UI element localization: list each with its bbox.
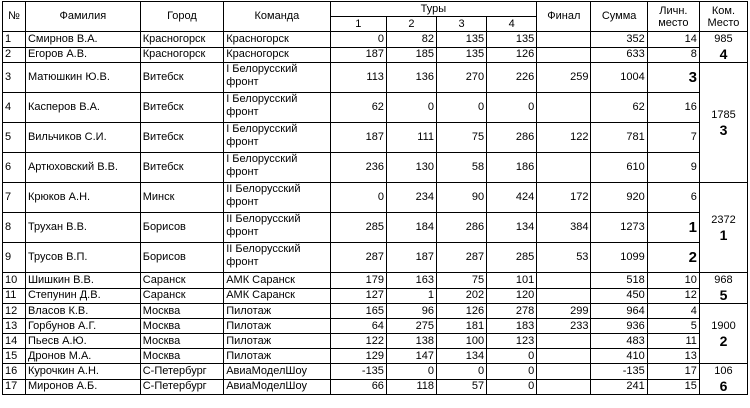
- table-row: [3, 183, 748, 213]
- team-place: 5: [719, 287, 728, 303]
- cell-round-3: 135: [437, 32, 487, 48]
- cell-round-1: 179: [330, 273, 386, 289]
- cell-sum: 241: [591, 379, 647, 395]
- cell-final: 384: [537, 213, 591, 243]
- cell-round-3: 181: [437, 319, 487, 334]
- cell-round-1: 187: [330, 123, 386, 153]
- cell-team: АвиаМоделШоу: [224, 379, 330, 395]
- cell-round-4: 278: [487, 304, 537, 319]
- cell-place: 7: [647, 123, 699, 153]
- cell-round-1: 287: [330, 243, 386, 273]
- cell-name: Власов К.В.: [25, 304, 140, 319]
- cell-city: Красногорск: [140, 47, 223, 63]
- cell-no: 8: [3, 213, 26, 243]
- cell-final: 259: [537, 63, 591, 93]
- cell-team: АвиаМоделШоу: [224, 364, 330, 380]
- cell-round-1: 66: [330, 379, 386, 395]
- cell-name: Смирнов В.А.: [25, 32, 140, 48]
- header-round-4: 4: [487, 17, 537, 32]
- cell-sum: 964: [591, 304, 647, 319]
- cell-round-4: 135: [487, 32, 537, 48]
- cell-team: II Белорусский фронт: [224, 213, 330, 243]
- cell-round-3: 0: [437, 364, 487, 380]
- cell-team: I Белорусский фронт: [224, 63, 330, 93]
- team-score: 968: [714, 274, 733, 286]
- header-team: Команда: [224, 2, 330, 32]
- cell-round-4: 285: [487, 243, 537, 273]
- cell-round-2: 1: [386, 288, 436, 304]
- header-personal-place: Личн. место: [647, 2, 699, 32]
- header-surname: Фамилия: [25, 2, 140, 32]
- cell-final: 299: [537, 304, 591, 319]
- cell-name: Трусов В.П.: [25, 243, 140, 273]
- cell-round-2: 118: [386, 379, 436, 395]
- header-round-3: 3: [437, 17, 487, 32]
- cell-name: Пьесв А.Ю.: [25, 334, 140, 349]
- cell-city: Саранск: [140, 288, 223, 304]
- cell-sum: 518: [591, 273, 647, 289]
- cell-round-1: 0: [330, 32, 386, 48]
- cell-round-2: 275: [386, 319, 436, 334]
- cell-final: 233: [537, 319, 591, 334]
- cell-round-2: 96: [386, 304, 436, 319]
- cell-round-2: 82: [386, 32, 436, 48]
- cell-round-1: 187: [330, 47, 386, 63]
- cell-city: Москва: [140, 334, 223, 349]
- cell-name: Матюшкин Ю.В.: [25, 63, 140, 93]
- cell-no: 14: [3, 334, 26, 349]
- cell-round-3: 100: [437, 334, 487, 349]
- cell-name: Дронов М.А.: [25, 349, 140, 364]
- cell-no: 11: [3, 288, 26, 304]
- team-place-cell: [699, 304, 747, 364]
- cell-round-3: 126: [437, 304, 487, 319]
- cell-round-1: 165: [330, 304, 386, 319]
- cell-final: [537, 47, 591, 63]
- cell-no: 12: [3, 304, 26, 319]
- cell-round-2: 185: [386, 47, 436, 63]
- cell-round-3: 287: [437, 243, 487, 273]
- team-place-cell: [699, 32, 747, 63]
- cell-round-1: 236: [330, 153, 386, 183]
- cell-team: I Белорусский фронт: [224, 153, 330, 183]
- cell-sum: 62: [591, 93, 647, 123]
- cell-final: [537, 364, 591, 380]
- team-place-cell: [699, 273, 747, 304]
- cell-city: Витебск: [140, 93, 223, 123]
- cell-no: 2: [3, 47, 26, 63]
- table-row: [3, 47, 748, 63]
- cell-place: 13: [647, 349, 699, 364]
- cell-round-4: 123: [487, 334, 537, 349]
- cell-round-1: 64: [330, 319, 386, 334]
- cell-sum: 352: [591, 32, 647, 48]
- cell-round-3: 286: [437, 213, 487, 243]
- cell-name: Артюховский В.В.: [25, 153, 140, 183]
- cell-sum: 1273: [591, 213, 647, 243]
- team-place-cell: [699, 183, 747, 273]
- cell-round-4: 424: [487, 183, 537, 213]
- cell-place: 10: [647, 273, 699, 289]
- cell-final: [537, 32, 591, 48]
- cell-final: [537, 273, 591, 289]
- cell-round-4: 120: [487, 288, 537, 304]
- cell-name: Степунин Д.В.: [25, 288, 140, 304]
- cell-round-4: 134: [487, 213, 537, 243]
- cell-place: 4: [647, 304, 699, 319]
- table-row: [3, 32, 748, 48]
- cell-sum: -135: [591, 364, 647, 380]
- team-place: 3: [719, 121, 728, 138]
- cell-city: Борисов: [140, 243, 223, 273]
- cell-final: 53: [537, 243, 591, 273]
- cell-round-4: 226: [487, 63, 537, 93]
- cell-city: С-Петербург: [140, 379, 223, 395]
- cell-place: 16: [647, 93, 699, 123]
- cell-round-4: 126: [487, 47, 537, 63]
- cell-round-2: 234: [386, 183, 436, 213]
- table-row: [3, 243, 748, 273]
- team-score: 985: [714, 33, 733, 45]
- cell-team: Пилотаж: [224, 349, 330, 364]
- cell-no: 3: [3, 63, 26, 93]
- table-row: [3, 153, 748, 183]
- cell-final: [537, 93, 591, 123]
- cell-team: Красногорск: [224, 47, 330, 63]
- table-row: [3, 319, 748, 334]
- table-row: [3, 213, 748, 243]
- cell-round-2: 0: [386, 93, 436, 123]
- cell-sum: 410: [591, 349, 647, 364]
- cell-city: Москва: [140, 349, 223, 364]
- cell-no: 6: [3, 153, 26, 183]
- table-row: [3, 379, 748, 395]
- cell-city: Саранск: [140, 273, 223, 289]
- cell-sum: 483: [591, 334, 647, 349]
- cell-city: Борисов: [140, 213, 223, 243]
- cell-round-1: -135: [330, 364, 386, 380]
- cell-team: I Белорусский фронт: [224, 123, 330, 153]
- cell-round-2: 147: [386, 349, 436, 364]
- cell-final: 122: [537, 123, 591, 153]
- cell-city: Витебск: [140, 63, 223, 93]
- table-row: [3, 364, 748, 380]
- team-score: 1785: [711, 108, 736, 121]
- cell-no: 4: [3, 93, 26, 123]
- cell-round-2: 111: [386, 123, 436, 153]
- team-score: 1900: [711, 319, 736, 332]
- team-place: 6: [719, 378, 728, 394]
- cell-place: 11: [647, 334, 699, 349]
- team-place: 1: [719, 226, 728, 243]
- cell-round-2: 184: [386, 213, 436, 243]
- cell-round-3: 75: [437, 273, 487, 289]
- cell-round-1: 122: [330, 334, 386, 349]
- cell-name: Касперов В.А.: [25, 93, 140, 123]
- cell-place: 8: [647, 47, 699, 63]
- cell-no: 5: [3, 123, 26, 153]
- header-city: Город: [140, 2, 223, 32]
- cell-no: 17: [3, 379, 26, 395]
- cell-sum: 450: [591, 288, 647, 304]
- cell-round-2: 0: [386, 364, 436, 380]
- cell-round-4: 0: [487, 364, 537, 380]
- cell-sum: 633: [591, 47, 647, 63]
- cell-round-4: 186: [487, 153, 537, 183]
- cell-sum: 920: [591, 183, 647, 213]
- cell-no: 7: [3, 183, 26, 213]
- cell-no: 13: [3, 319, 26, 334]
- cell-round-3: 135: [437, 47, 487, 63]
- cell-round-3: 58: [437, 153, 487, 183]
- cell-round-1: 113: [330, 63, 386, 93]
- team-place-cell: [699, 364, 747, 395]
- cell-no: 1: [3, 32, 26, 48]
- cell-round-3: 202: [437, 288, 487, 304]
- cell-final: [537, 349, 591, 364]
- cell-name: Егоров А.В.: [25, 47, 140, 63]
- header-rounds: Туры: [330, 2, 537, 17]
- cell-place: 3: [647, 63, 699, 93]
- cell-no: 10: [3, 273, 26, 289]
- cell-round-2: 136: [386, 63, 436, 93]
- team-score: 106: [714, 365, 733, 377]
- cell-final: [537, 288, 591, 304]
- cell-round-1: 0: [330, 183, 386, 213]
- header-team-place: Ком. Место: [699, 2, 747, 32]
- cell-place: 2: [647, 243, 699, 273]
- cell-place: 14: [647, 32, 699, 48]
- team-score: 2372: [711, 213, 736, 226]
- cell-city: Минск: [140, 183, 223, 213]
- cell-place: 5: [647, 319, 699, 334]
- cell-round-4: 0: [487, 93, 537, 123]
- cell-round-3: 270: [437, 63, 487, 93]
- table-row: [3, 93, 748, 123]
- cell-place: 12: [647, 288, 699, 304]
- cell-team: I Белорусский фронт: [224, 93, 330, 123]
- cell-place: 6: [647, 183, 699, 213]
- cell-final: 172: [537, 183, 591, 213]
- table-row: [3, 334, 748, 349]
- cell-sum: 1004: [591, 63, 647, 93]
- cell-place: 17: [647, 364, 699, 380]
- header-sum: Сумма: [591, 2, 647, 32]
- cell-round-1: 127: [330, 288, 386, 304]
- cell-round-3: 90: [437, 183, 487, 213]
- cell-place: 9: [647, 153, 699, 183]
- cell-round-1: 285: [330, 213, 386, 243]
- cell-name: Курочкин А.Н.: [25, 364, 140, 380]
- cell-name: Горбунов А.Г.: [25, 319, 140, 334]
- cell-sum: 1099: [591, 243, 647, 273]
- cell-no: 15: [3, 349, 26, 364]
- cell-city: Москва: [140, 304, 223, 319]
- cell-final: [537, 153, 591, 183]
- team-place: 2: [719, 332, 728, 349]
- team-place: 4: [719, 46, 728, 62]
- cell-no: 16: [3, 364, 26, 380]
- cell-team: Пилотаж: [224, 334, 330, 349]
- cell-round-4: 286: [487, 123, 537, 153]
- cell-round-4: 0: [487, 349, 537, 364]
- cell-round-4: 183: [487, 319, 537, 334]
- results-table: [2, 1, 748, 395]
- cell-round-3: 0: [437, 93, 487, 123]
- cell-final: [537, 379, 591, 395]
- cell-team: АМК Саранск: [224, 288, 330, 304]
- cell-round-2: 138: [386, 334, 436, 349]
- header-round-1: 1: [330, 17, 386, 32]
- cell-final: [537, 334, 591, 349]
- cell-city: Витебск: [140, 123, 223, 153]
- table-row: [3, 304, 748, 319]
- table-row: [3, 349, 748, 364]
- table-row: [3, 123, 748, 153]
- cell-team: Красногорск: [224, 32, 330, 48]
- cell-round-2: 130: [386, 153, 436, 183]
- cell-name: Вильчиков С.И.: [25, 123, 140, 153]
- header-final: Финал: [537, 2, 591, 32]
- cell-name: Трухан В.В.: [25, 213, 140, 243]
- cell-team: Пилотаж: [224, 319, 330, 334]
- cell-round-4: 101: [487, 273, 537, 289]
- cell-round-1: 129: [330, 349, 386, 364]
- table-row: [3, 288, 748, 304]
- cell-place: 15: [647, 379, 699, 395]
- cell-name: Шишкин В.В.: [25, 273, 140, 289]
- cell-no: 9: [3, 243, 26, 273]
- table-row: [3, 273, 748, 289]
- cell-team: АМК Саранск: [224, 273, 330, 289]
- cell-place: 1: [647, 213, 699, 243]
- table-row: [3, 63, 748, 93]
- cell-round-2: 163: [386, 273, 436, 289]
- cell-round-2: 187: [386, 243, 436, 273]
- cell-name: Крюков А.Н.: [25, 183, 140, 213]
- cell-sum: 610: [591, 153, 647, 183]
- cell-round-3: 134: [437, 349, 487, 364]
- cell-team: Пилотаж: [224, 304, 330, 319]
- cell-name: Миронов А.Б.: [25, 379, 140, 395]
- cell-round-4: 0: [487, 379, 537, 395]
- header-no: №: [3, 2, 26, 32]
- cell-round-3: 57: [437, 379, 487, 395]
- cell-city: С-Петербург: [140, 364, 223, 380]
- cell-round-1: 62: [330, 93, 386, 123]
- cell-round-3: 75: [437, 123, 487, 153]
- cell-city: Витебск: [140, 153, 223, 183]
- team-place-cell: [699, 63, 747, 183]
- cell-city: Красногорск: [140, 32, 223, 48]
- cell-team: II Белорусский фронт: [224, 243, 330, 273]
- cell-sum: 781: [591, 123, 647, 153]
- cell-sum: 936: [591, 319, 647, 334]
- cell-city: Москва: [140, 319, 223, 334]
- header-round-2: 2: [386, 17, 436, 32]
- cell-team: II Белорусский фронт: [224, 183, 330, 213]
